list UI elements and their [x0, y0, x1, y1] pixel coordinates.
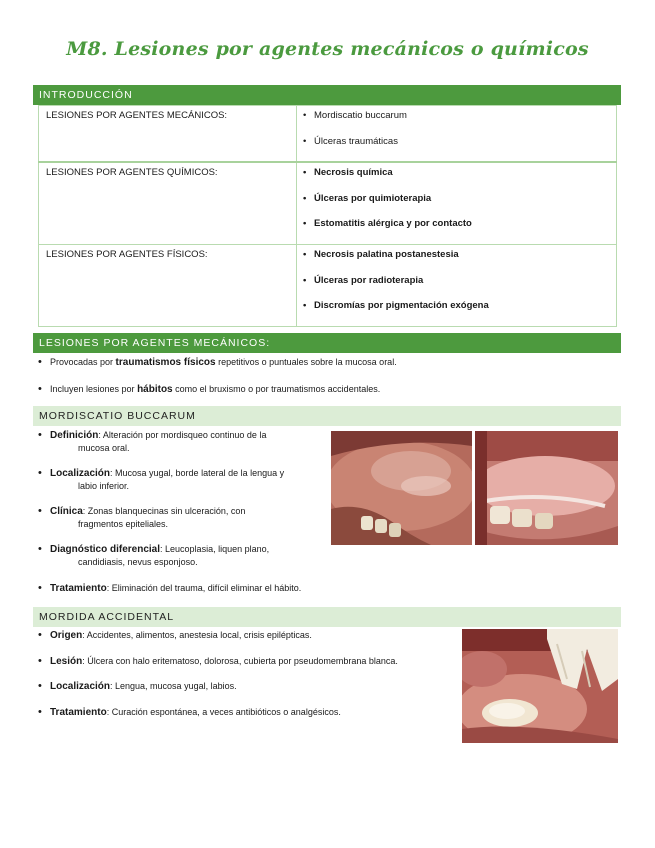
section-header-introduccion: INTRODUCCIÓN [33, 85, 621, 105]
table-row [39, 106, 617, 163]
list-item: • Origen: Accidentes, alimentos, anestesia local, crisis epilépticas. [38, 629, 458, 655]
list-item: • Úlceras por quimioterapia [303, 192, 616, 218]
section-header-mordiscatio: MORDISCATIO BUCCARUM [33, 406, 621, 426]
intro-table [38, 105, 617, 327]
row-label: LESIONES POR AGENTES MECÁNICOS: [39, 106, 297, 163]
list-item: • Clínica: Zonas blanquecinas sin ulceración, con fragmentos epiteliales. [38, 505, 338, 543]
table-row [39, 245, 617, 327]
list-item: • Tratamiento: Eliminación del trauma, difícil eliminar el hábito. [38, 582, 450, 595]
list-item: • Necrosis palatina postanestesia [303, 248, 616, 274]
list-item: • Diagnóstico diferencial: Leucoplasia, liquen plano, candidiasis, nevus esponjoso. [38, 543, 338, 582]
mecanicos-list [38, 356, 618, 396]
item-list [303, 248, 616, 325]
list-item: • Mordiscatio buccarum [303, 109, 616, 135]
item-list [303, 109, 616, 160]
section-header-mecanicos: LESIONES POR AGENTES MECÁNICOS: [33, 333, 621, 353]
list-item: • Lesión: Úlcera con halo eritematoso, dolorosa, cubierta por pseudomembrana blanca. [38, 655, 458, 681]
list-item: • Necrosis química [303, 166, 616, 192]
mordida-list [38, 629, 458, 719]
section-header-mordida: MORDIDA ACCIDENTAL [33, 607, 621, 627]
mordiscatio-list [38, 429, 338, 595]
mordiscatio-clinical-photo-right [475, 431, 618, 545]
list-item: • Úlceras por radioterapia [303, 274, 616, 300]
list-item: • Incluyen lesiones por hábitos como el bruxismo o por traumatismos accidentales. [38, 383, 618, 396]
list-item: • Tratamiento: Curación espontánea, a veces antibióticos o analgésicos. [38, 706, 458, 719]
item-list [303, 166, 616, 243]
mordida-clinical-photo [462, 629, 618, 743]
list-item: • Localización: Lengua, mucosa yugal, labios. [38, 680, 458, 706]
row-label: LESIONES POR AGENTES QUÍMICOS: [39, 162, 297, 245]
row-label: LESIONES POR AGENTES FÍSICOS: [39, 245, 297, 327]
list-item: • Definición: Alteración por mordisqueo continuo de la mucosa oral. [38, 429, 338, 467]
page-title: M8. Lesiones por agentes mecánicos o químicos [66, 38, 589, 60]
mordiscatio-clinical-photo-left [331, 431, 472, 545]
table-row [39, 162, 617, 245]
list-item: • Discromías por pigmentación exógena [303, 299, 616, 325]
list-item: • Provocadas por traumatismos físicos repetitivos o puntuales sobre la mucosa oral. [38, 356, 618, 369]
list-item: • Estomatitis alérgica y por contacto [303, 217, 616, 243]
list-item: • Úlceras traumáticas [303, 135, 616, 161]
list-item: • Localización: Mucosa yugal, borde lateral de la lengua y labio inferior. [38, 467, 338, 505]
